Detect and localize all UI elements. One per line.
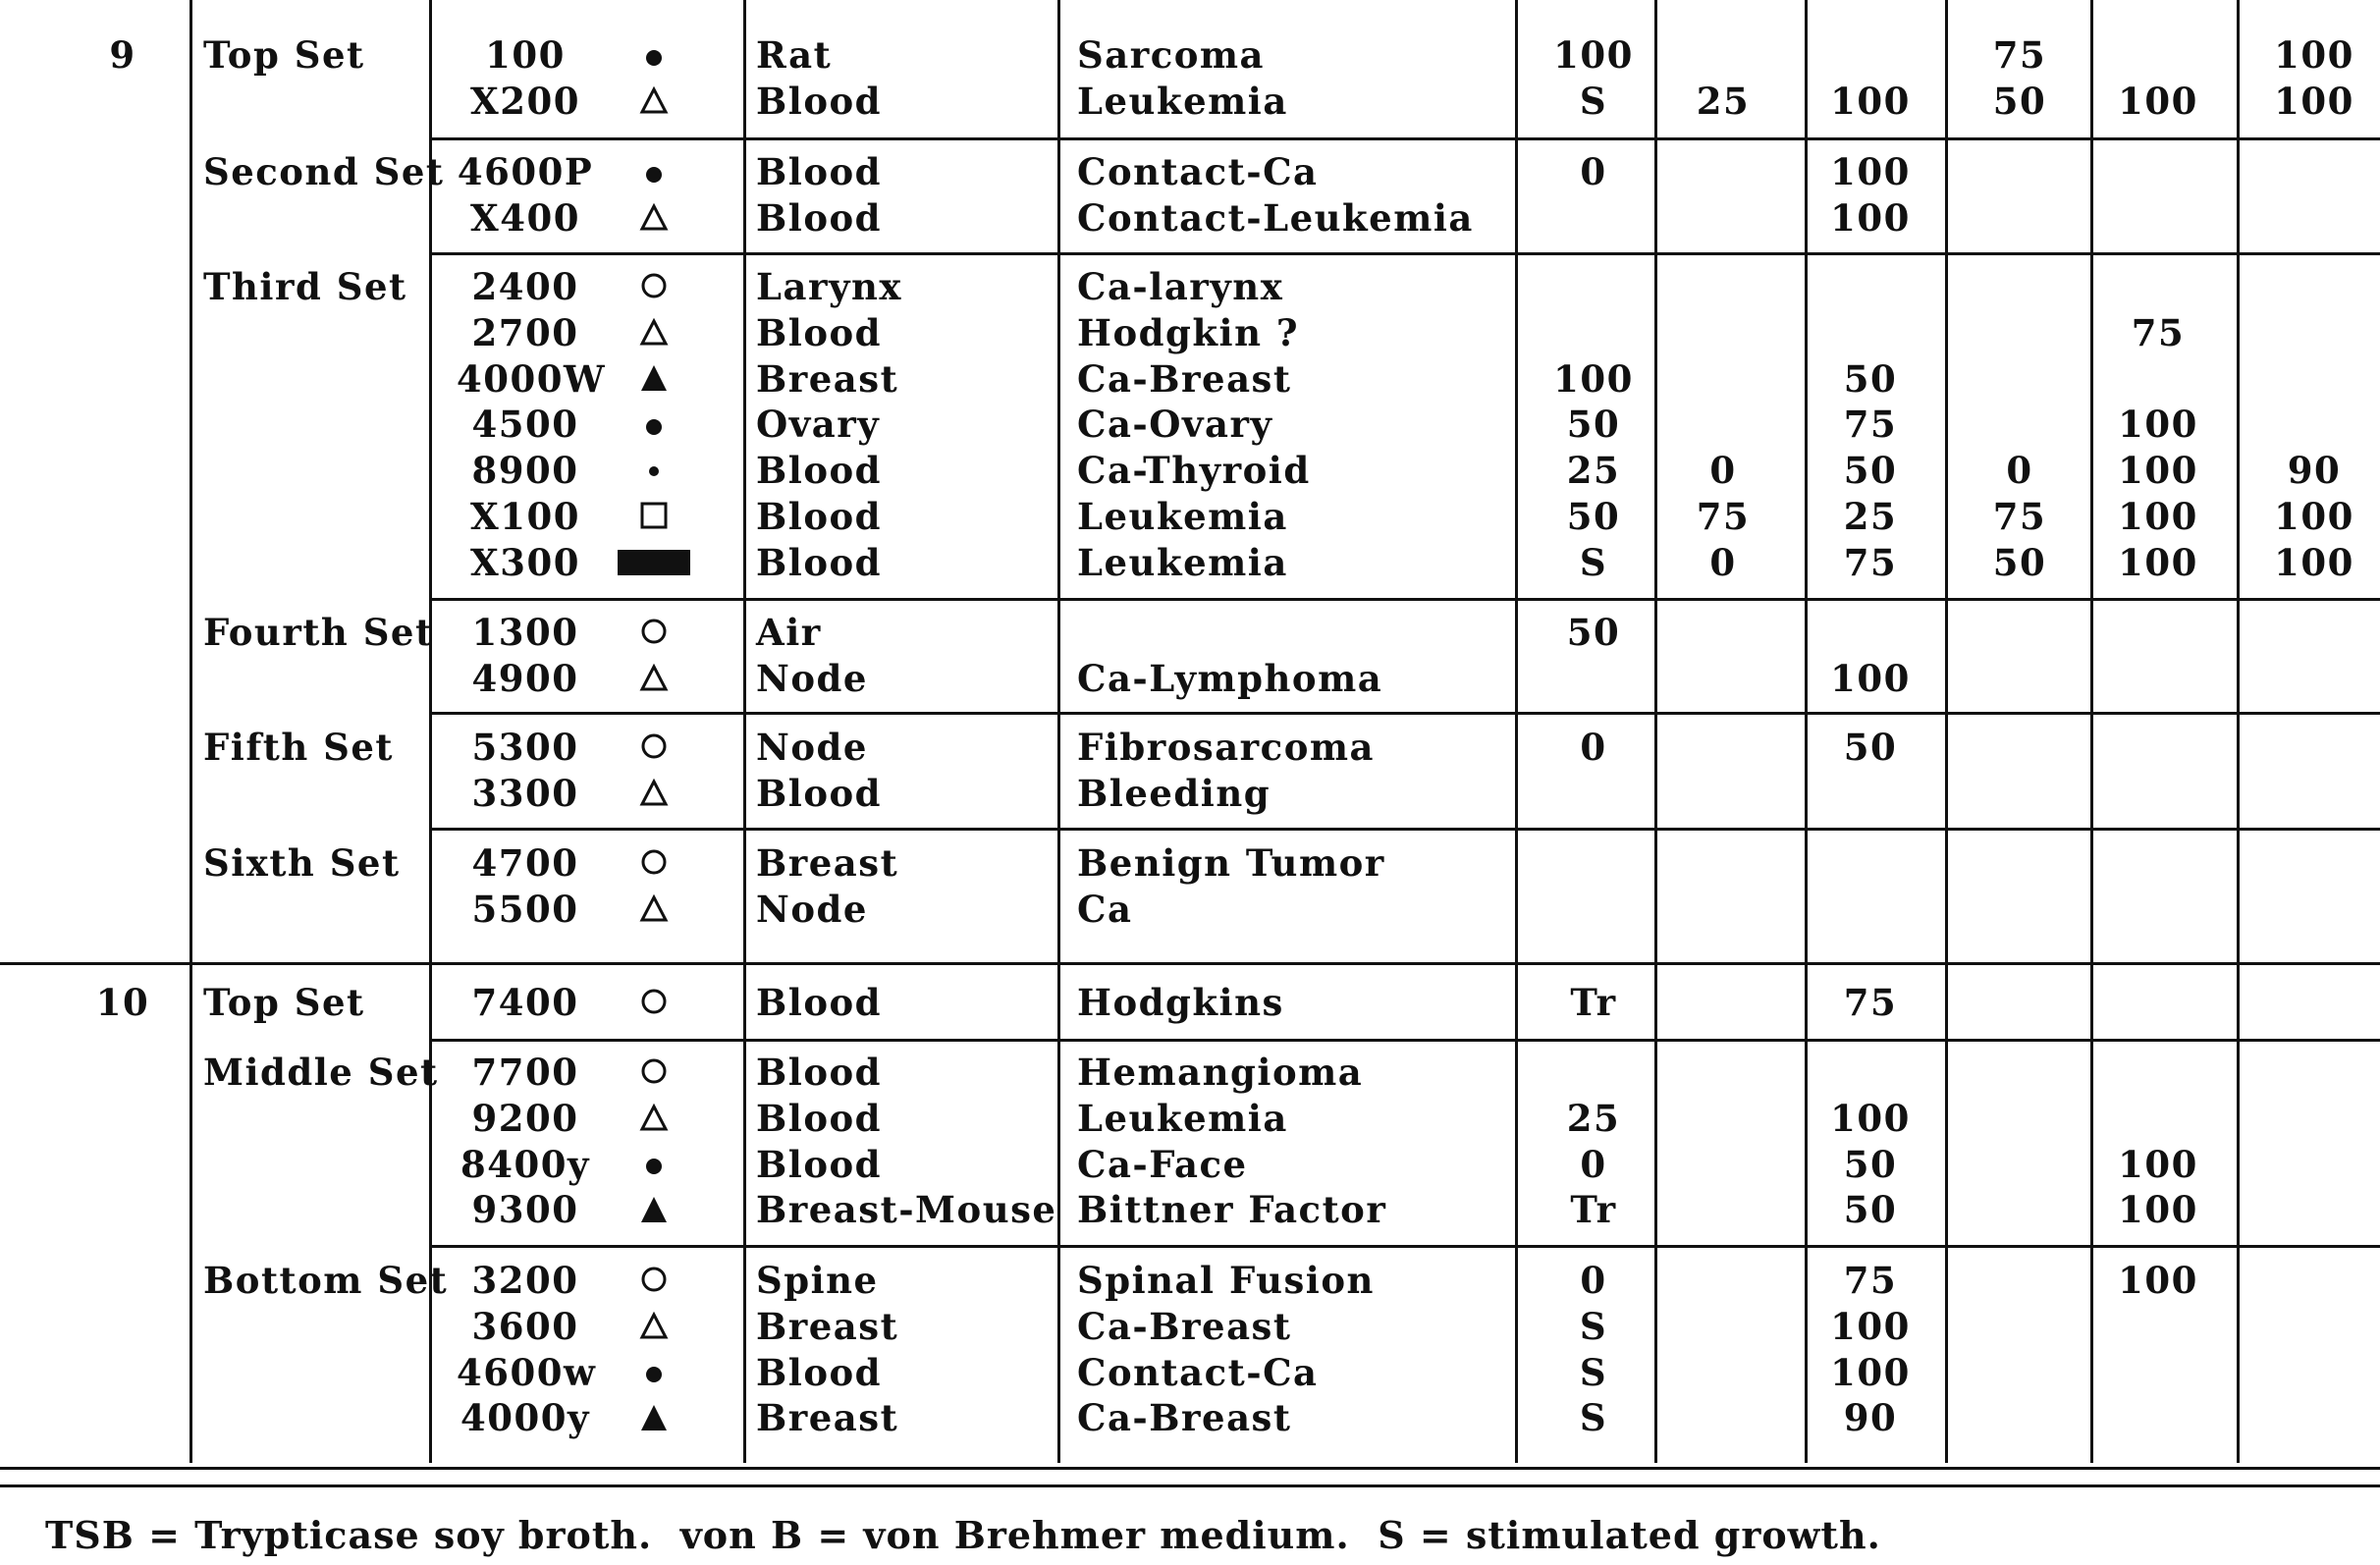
source-cell: Blood <box>756 1051 883 1094</box>
value-cell-c1: 100 <box>1553 356 1634 401</box>
value-cell-c5: 100 <box>2118 1188 2198 1232</box>
diagnosis-cell: Ca-larynx <box>1077 265 1284 308</box>
source-cell: Node <box>756 656 868 700</box>
specimen-number: 2400 <box>471 265 579 308</box>
specimen-number: 3300 <box>471 771 579 815</box>
set-divider <box>429 252 2380 255</box>
specimen-number: X100 <box>470 495 580 538</box>
triangle-filled-icon <box>628 356 679 403</box>
triangle-open-icon <box>628 310 679 356</box>
source-cell: Breast-Mouse <box>756 1188 1057 1232</box>
circle-open-icon <box>628 725 679 771</box>
value-cell-c3: 90 <box>1843 1396 1898 1440</box>
diagnosis-cell: Leukemia <box>1077 495 1288 538</box>
diagnosis-cell: Hodgkins <box>1077 981 1284 1024</box>
source-cell: Air <box>756 611 822 654</box>
value-cell-c6: 100 <box>2274 540 2354 584</box>
value-cell-c3: 50 <box>1843 449 1898 493</box>
source-cell: Blood <box>756 195 883 240</box>
value-cell-c5: 100 <box>2118 495 2198 538</box>
value-cell-c3: 75 <box>1843 1259 1898 1302</box>
specimen-number: X400 <box>470 195 580 240</box>
value-cell-c4: 75 <box>1992 495 2047 538</box>
table-bottom-rule <box>0 1484 2380 1487</box>
value-cell-c3: 25 <box>1843 495 1898 538</box>
group-label: 10 <box>95 981 150 1024</box>
footnote: TSB = Trypticase soy broth. von B = von Brehmer medium. S = stimulated growth. <box>45 1513 1881 1557</box>
table-bottom-rule <box>0 1467 2380 1470</box>
value-cell-c1: 50 <box>1566 611 1621 654</box>
specimen-number: 8400y <box>460 1142 590 1186</box>
value-cell-c1: Tr <box>1570 981 1617 1024</box>
source-cell: Rat <box>756 33 833 77</box>
triangle-open-icon <box>628 656 679 702</box>
square-open-icon <box>628 494 679 540</box>
value-cell-c1: S <box>1579 540 1608 584</box>
triangle-open-icon <box>628 771 679 817</box>
source-cell: Blood <box>756 981 883 1024</box>
value-cell-c3: 100 <box>1830 1096 1911 1140</box>
value-cell-c3: 100 <box>1830 150 1911 193</box>
diagnosis-cell: Leukemia <box>1077 79 1288 123</box>
value-cell-c4: 75 <box>1992 33 2047 77</box>
diagnosis-cell: Ca-Breast <box>1077 1304 1292 1348</box>
triangle-filled-icon <box>628 1187 679 1233</box>
set-name: Third Set <box>203 265 407 308</box>
dot-filled-icon <box>628 1142 679 1188</box>
specimen-number: 3200 <box>471 1259 579 1302</box>
value-cell-c4: 50 <box>1992 540 2047 584</box>
specimen-number: X200 <box>470 79 580 123</box>
specimen-number: 9300 <box>471 1188 579 1232</box>
specimen-number: 5300 <box>471 726 579 769</box>
set-divider <box>429 1245 2380 1248</box>
specimen-number: X300 <box>470 540 580 584</box>
dot-filled-icon <box>628 1350 679 1396</box>
column-rule <box>2090 0 2093 1463</box>
source-cell: Blood <box>756 495 883 538</box>
source-cell: Blood <box>756 540 883 584</box>
column-rule <box>1805 0 1808 1463</box>
diagnosis-cell: Ca-Breast <box>1077 356 1292 401</box>
specimen-number: 4500 <box>471 403 579 447</box>
column-rule <box>1945 0 1948 1463</box>
diagnosis-cell: Ca-Lymphoma <box>1077 656 1383 700</box>
set-divider <box>429 828 2380 831</box>
value-cell-c5: 100 <box>2118 540 2198 584</box>
circle-open-icon <box>628 980 679 1026</box>
value-cell-c1: 25 <box>1566 449 1621 493</box>
diagnosis-cell: Bleeding <box>1077 771 1271 815</box>
column-rule <box>743 0 746 1463</box>
source-cell: Blood <box>756 1350 883 1394</box>
set-divider <box>429 1039 2380 1042</box>
diagnosis-cell: Ca-Ovary <box>1077 403 1273 447</box>
source-cell: Node <box>756 887 868 931</box>
column-rule <box>429 0 432 1463</box>
value-cell-c3: 100 <box>1830 79 1911 123</box>
specimen-number: 8900 <box>471 449 579 493</box>
set-name: Fifth Set <box>203 726 394 769</box>
specimen-number: 1300 <box>471 611 579 654</box>
set-name: Sixth Set <box>203 841 401 885</box>
set-divider <box>429 712 2380 715</box>
diagnosis-cell: Hodgkin ? <box>1077 310 1300 354</box>
value-cell-c1: S <box>1579 79 1608 123</box>
value-cell-c1: 25 <box>1566 1096 1621 1140</box>
value-cell-c4: 50 <box>1992 79 2047 123</box>
value-cell-c1: S <box>1579 1304 1608 1348</box>
source-cell: Breast <box>756 1396 899 1440</box>
diagnosis-cell: Ca-Thyroid <box>1077 449 1311 493</box>
specimen-number: 7400 <box>471 981 579 1024</box>
group-label: 9 <box>109 33 136 77</box>
diagnosis-cell: Benign Tumor <box>1077 841 1385 885</box>
value-cell-c1: 0 <box>1580 150 1607 193</box>
value-cell-c1: 50 <box>1566 403 1621 447</box>
circle-open-icon <box>628 264 679 310</box>
set-name: Middle Set <box>203 1051 439 1094</box>
triangle-open-icon <box>628 195 679 242</box>
group-divider <box>0 962 2380 965</box>
set-name: Second Set <box>203 150 445 193</box>
specimen-number: 4000y <box>460 1396 590 1440</box>
specimen-number: 100 <box>485 33 566 77</box>
diagnosis-cell: Contact-Ca <box>1077 1350 1319 1394</box>
value-cell-c1: Tr <box>1570 1188 1617 1232</box>
circle-open-icon <box>628 1258 679 1304</box>
source-cell: Breast <box>756 841 899 885</box>
value-cell-c3: 50 <box>1843 726 1898 769</box>
triangle-filled-icon <box>628 1395 679 1441</box>
diagnosis-cell: Leukemia <box>1077 1096 1288 1140</box>
value-cell-c5: 100 <box>2118 403 2198 447</box>
column-rule <box>189 0 192 1463</box>
specimen-number: 4600w <box>457 1350 597 1394</box>
specimen-number: 5500 <box>471 887 579 931</box>
value-cell-c1: S <box>1579 1396 1608 1440</box>
diagnosis-cell: Ca-Face <box>1077 1142 1248 1186</box>
bar-filled-icon <box>615 540 693 586</box>
value-cell-c1: 0 <box>1580 1259 1607 1302</box>
value-cell-c5: 100 <box>2118 1142 2198 1186</box>
diagnosis-cell: Ca <box>1077 887 1133 931</box>
source-cell: Ovary <box>756 403 881 447</box>
specimen-number: 4700 <box>471 841 579 885</box>
specimen-number: 2700 <box>471 310 579 354</box>
value-cell-c1: 0 <box>1580 1142 1607 1186</box>
specimen-number: 3600 <box>471 1304 579 1348</box>
source-cell: Blood <box>756 449 883 493</box>
source-cell: Blood <box>756 1142 883 1186</box>
value-cell-c5: 100 <box>2118 449 2198 493</box>
value-cell-c5: 100 <box>2118 79 2198 123</box>
triangle-open-icon <box>628 79 679 125</box>
specimen-number: 9200 <box>471 1096 579 1140</box>
triangle-open-icon <box>628 1096 679 1142</box>
value-cell-c5: 100 <box>2118 1259 2198 1302</box>
diagnosis-cell: Spinal Fusion <box>1077 1259 1375 1302</box>
value-cell-c6: 90 <box>2287 449 2342 493</box>
value-cell-c6: 100 <box>2274 495 2354 538</box>
specimen-number: 7700 <box>471 1051 579 1094</box>
column-rule <box>2237 0 2240 1463</box>
source-cell: Blood <box>756 310 883 354</box>
diagnosis-cell: Sarcoma <box>1077 33 1266 77</box>
value-cell-c3: 75 <box>1843 403 1898 447</box>
specimen-number: 4900 <box>471 656 579 700</box>
specimen-number: 4000W <box>457 356 607 401</box>
value-cell-c3: 100 <box>1830 195 1911 240</box>
value-cell-c3: 100 <box>1830 1350 1911 1394</box>
value-cell-c3: 75 <box>1843 540 1898 584</box>
set-name: Bottom Set <box>203 1259 449 1302</box>
value-cell-c3: 75 <box>1843 981 1898 1024</box>
diagnosis-cell: Ca-Breast <box>1077 1396 1292 1440</box>
value-cell-c1: 0 <box>1580 726 1607 769</box>
value-cell-c3: 50 <box>1843 1188 1898 1232</box>
source-cell: Breast <box>756 356 899 401</box>
column-rule <box>1654 0 1657 1463</box>
dot-filled-icon <box>628 32 679 79</box>
set-name: Fourth Set <box>203 611 434 654</box>
source-cell: Blood <box>756 771 883 815</box>
source-cell: Blood <box>756 150 883 193</box>
source-cell: Node <box>756 726 868 769</box>
value-cell-c3: 50 <box>1843 356 1898 401</box>
value-cell-c3: 100 <box>1830 1304 1911 1348</box>
diagnosis-cell: Leukemia <box>1077 540 1288 584</box>
value-cell-c2: 25 <box>1696 79 1751 123</box>
source-cell: Blood <box>756 1096 883 1140</box>
value-cell-c6: 100 <box>2274 33 2354 77</box>
value-cell-c5: 75 <box>2131 310 2186 354</box>
circle-open-icon <box>628 610 679 656</box>
specimen-number: 4600P <box>457 150 594 193</box>
value-cell-c1: S <box>1579 1350 1608 1394</box>
dot-filled-icon <box>628 402 679 448</box>
value-cell-c3: 50 <box>1843 1142 1898 1186</box>
value-cell-c6: 100 <box>2274 79 2354 123</box>
diagnosis-cell: Bittner Factor <box>1077 1188 1387 1232</box>
source-cell: Blood <box>756 79 883 123</box>
circle-open-icon <box>628 840 679 887</box>
set-divider <box>429 137 2380 140</box>
source-cell: Spine <box>756 1259 879 1302</box>
dot-small-icon <box>628 448 679 494</box>
diagnosis-cell: Contact-Leukemia <box>1077 195 1474 240</box>
value-cell-c3: 100 <box>1830 656 1911 700</box>
diagnosis-cell: Fibrosarcoma <box>1077 726 1375 769</box>
value-cell-c1: 50 <box>1566 495 1621 538</box>
set-divider <box>429 598 2380 601</box>
dot-filled-icon <box>628 149 679 195</box>
set-name: Top Set <box>203 33 365 77</box>
column-rule <box>1057 0 1060 1463</box>
circle-open-icon <box>628 1050 679 1096</box>
value-cell-c2: 75 <box>1696 495 1751 538</box>
value-cell-c2: 0 <box>1709 449 1737 493</box>
column-rule <box>1515 0 1518 1463</box>
value-cell-c4: 0 <box>2006 449 2033 493</box>
diagnosis-cell: Contact-Ca <box>1077 150 1319 193</box>
triangle-open-icon <box>628 1304 679 1350</box>
diagnosis-cell: Hemangioma <box>1077 1051 1364 1094</box>
value-cell-c1: 100 <box>1553 33 1634 77</box>
set-name: Top Set <box>203 981 365 1024</box>
value-cell-c2: 0 <box>1709 540 1737 584</box>
source-cell: Larynx <box>756 265 902 308</box>
triangle-open-icon <box>628 887 679 933</box>
source-cell: Breast <box>756 1304 899 1348</box>
